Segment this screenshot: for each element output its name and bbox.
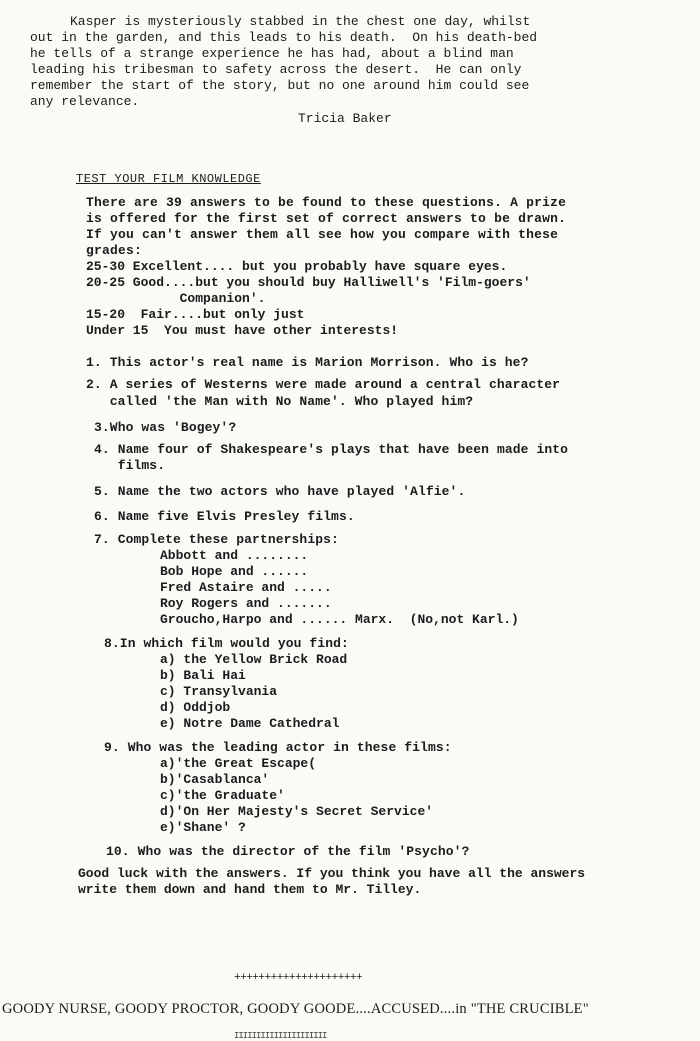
question-2-line: 2. A series of Westerns were made around a central character	[86, 377, 561, 392]
film-clue-item: c) Transylvania	[160, 684, 278, 699]
question-8-stem: 8.In which film would you find:	[104, 636, 349, 651]
quiz-title: TEST YOUR FILM KNOWLEDGE	[76, 172, 261, 186]
separator-top: +++++++++++++++++++++	[234, 972, 363, 984]
film-title-item: d)'On Her Majesty's Secret Service'	[160, 804, 434, 819]
film-clue-item: e) Notre Dame Cathedral	[160, 716, 340, 731]
partnership-item: Roy Rogers and .......	[160, 596, 332, 611]
closing-line: write them down and hand them to Mr. Tilley.	[78, 882, 422, 897]
question-1: 1. This actor's real name is Marion Morrison. Who is he?	[86, 355, 529, 370]
grade-line: Under 15 You must have other interests!	[86, 323, 399, 338]
quiz-intro-line: There are 39 answers to be found to these questions. A prize	[86, 195, 567, 210]
grade-line: 20-25 Good....but you should buy Halliwell's 'Film-goers'	[86, 275, 531, 290]
partnership-item: Fred Astaire and .....	[160, 580, 332, 595]
review-line: leading his tribesman to safety across the desert. He can only	[30, 62, 522, 77]
review-author: Tricia Baker	[298, 111, 392, 126]
film-clue-item: d) Oddjob	[160, 700, 231, 715]
question-3: 3.Who was 'Bogey'?	[94, 420, 237, 435]
question-6: 6. Name five Elvis Presley films.	[94, 509, 355, 524]
grade-line: 25-30 Excellent.... but you probably have square eyes.	[86, 259, 508, 274]
partnership-item: Abbott and ........	[160, 548, 309, 563]
film-title-item: c)'the Graduate'	[160, 788, 285, 803]
question-9-stem: 9. Who was the leading actor in these films:	[104, 740, 452, 755]
review-line: Kasper is mysteriously stabbed in the chest one day, whilst	[70, 14, 531, 29]
review-line: he tells of a strange experience he has had, about a blind man	[30, 46, 514, 61]
question-2-line: called 'the Man with No Name'. Who played him?	[86, 394, 474, 409]
question-7-stem: 7. Complete these partnerships:	[94, 532, 339, 547]
question-10: 10. Who was the director of the film 'Psycho'?	[106, 844, 470, 859]
film-clue-item: a) the Yellow Brick Road	[160, 652, 348, 667]
grade-line: 15-20 Fair....but only just	[86, 307, 305, 322]
review-line: remember the start of the story, but no one around him could see	[30, 78, 530, 93]
film-title-item: e)'Shane' ?	[160, 820, 246, 835]
film-clue-item: b) Bali Hai	[160, 668, 246, 683]
quiz-intro-line: If you can't answer them all see how you compare with these	[86, 227, 559, 242]
question-5: 5. Name the two actors who have played 'Alfie'.	[94, 484, 466, 499]
partnership-item: Bob Hope and ......	[160, 564, 309, 579]
film-title-item: b)'Casablanca'	[160, 772, 270, 787]
review-line: out in the garden, and this leads to his death. On his death-bed	[30, 30, 538, 45]
quiz-intro-line: grades:	[86, 243, 143, 258]
quiz-intro-line: is offered for the first set of correct answers to be drawn.	[86, 211, 567, 226]
grade-line: Companion'.	[86, 291, 266, 306]
review-line: any relevance.	[30, 94, 140, 109]
question-4-line: 4. Name four of Shakespeare's plays that have been made into	[94, 442, 569, 457]
film-title-item: a)'the Great Escape(	[160, 756, 317, 771]
question-4-line: films.	[94, 458, 166, 473]
partnership-item: Groucho,Harpo and ...... Marx. (No,not Karl.)	[160, 612, 519, 627]
closing-line: Good luck with the answers. If you think you have all the answers	[78, 866, 586, 881]
separator-bottom: IIIIIIIIIIIIIIIIIIIII	[234, 1031, 327, 1041]
event-banner: GOODY NURSE, GOODY PROCTOR, GOODY GOODE....ACCUSED....in "THE CRUCIBLE"	[2, 1001, 589, 1017]
